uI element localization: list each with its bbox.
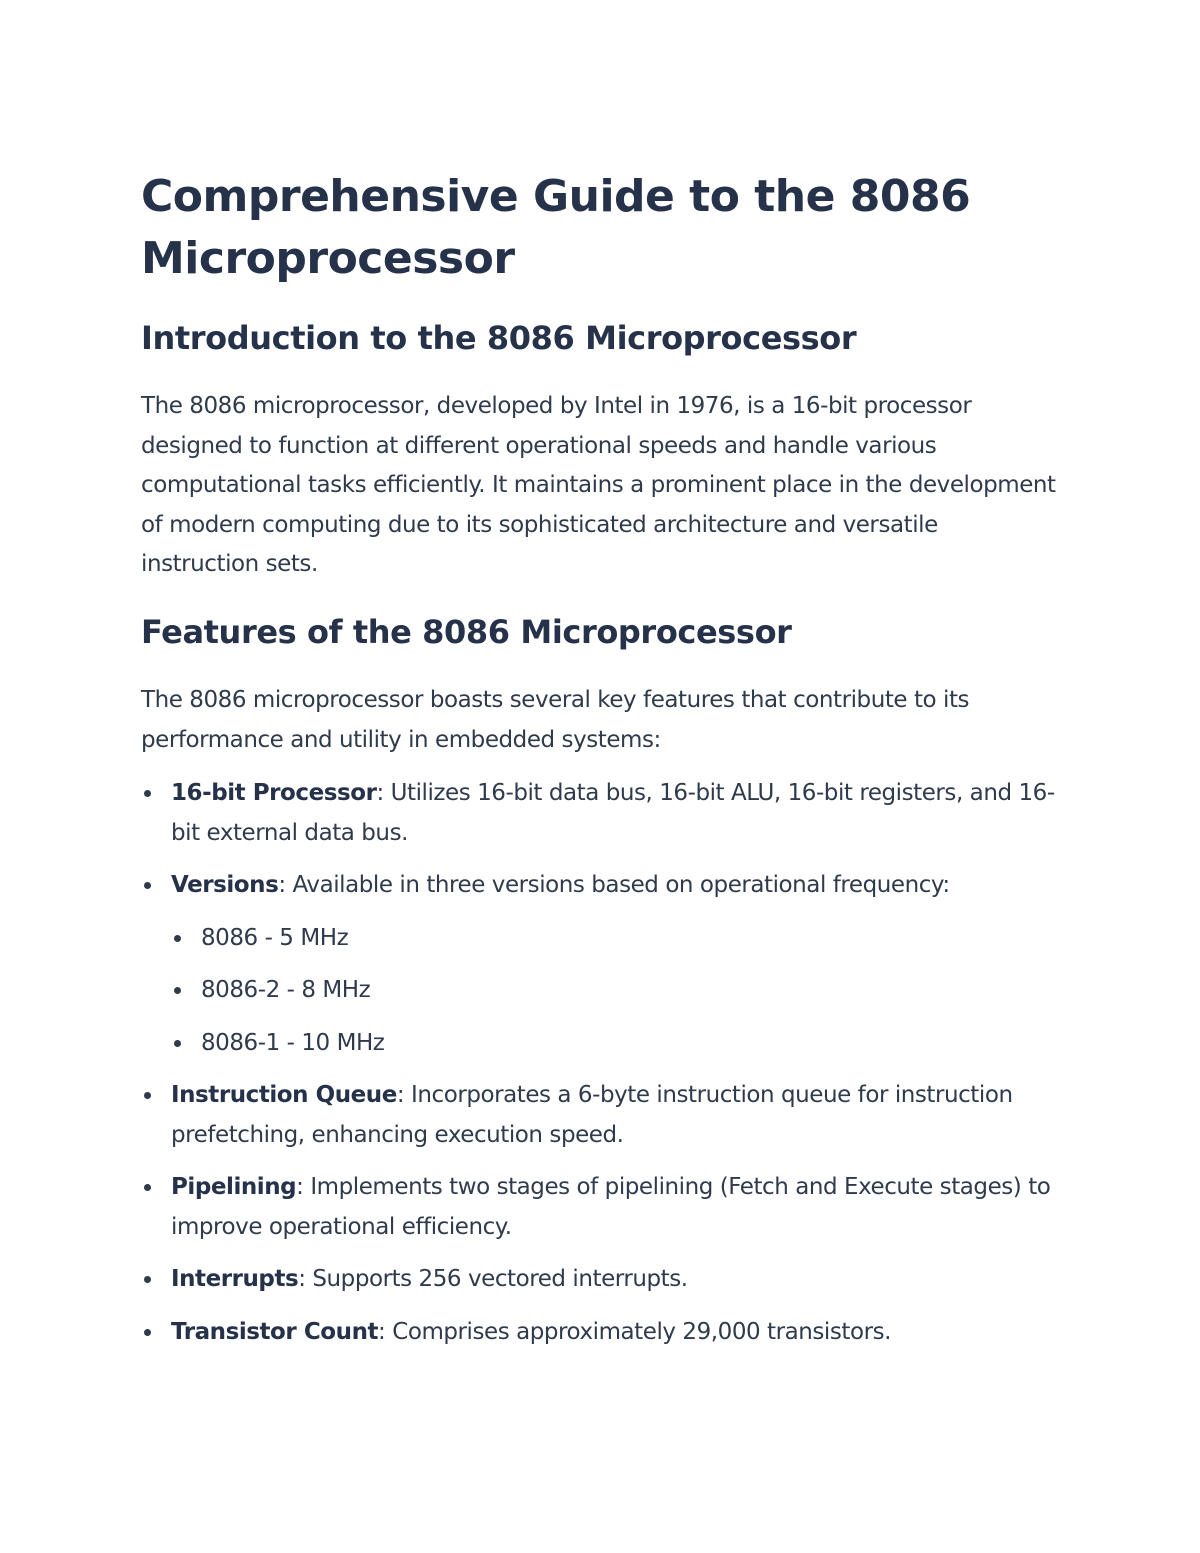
- feature-term: Versions: [171, 872, 279, 898]
- feature-term: Instruction Queue: [171, 1082, 397, 1108]
- bullet-icon: [144, 1184, 151, 1191]
- bullet-icon: [174, 1040, 181, 1047]
- page-title: Comprehensive Guide to the 8086 Microprocessor: [141, 171, 971, 284]
- intro-paragraph: The 8086 microprocessor, developed by Intel in 1976, is a 16-bit processor designed to function at different operational speeds and handle various computational tasks efficiently. It maintains a prominent place in the development of modern computing due to its sophisticated architecture and versatile instruction sets.: [141, 393, 1056, 577]
- feature-text: : Supports 256 vectored interrupts.: [298, 1266, 688, 1292]
- feature-term: Transistor Count: [171, 1318, 379, 1345]
- features-list: [141, 774, 1061, 1365]
- feature-item-versions: [141, 866, 1061, 1063]
- bullet-icon: [174, 935, 181, 942]
- bullet-icon: [144, 790, 151, 797]
- features-heading: Features of the 8086 Microprocessor: [141, 613, 792, 651]
- feature-term: Interrupts: [171, 1266, 299, 1292]
- versions-sublist: [171, 919, 1061, 1064]
- feature-item-pipelining: [141, 1168, 1061, 1247]
- version-item: 8086 - 5 MHz: [171, 919, 1061, 959]
- version-item: 8086-1 - 10 MHz: [171, 1024, 1061, 1064]
- feature-term: Pipelining: [171, 1174, 297, 1200]
- feature-text: : Utilizes 16-bit data bus, 16-bit ALU, 16-bit registers, and 16-bit external data bus.: [171, 780, 1055, 846]
- feature-term: 16-bit Processor: [171, 780, 377, 806]
- features-paragraph: The 8086 microprocessor boasts several key features that contribute to its performance and utility in embedded systems:: [141, 687, 970, 753]
- bullet-icon: [144, 882, 151, 889]
- bullet-icon: [144, 1329, 151, 1336]
- feature-text: : Implements two stages of pipelining (Fetch and Execute stages) to improve operational efficiency.: [171, 1174, 1051, 1240]
- version-item: 8086-2 - 8 MHz: [171, 971, 1061, 1011]
- bullet-icon: [144, 1276, 151, 1283]
- feature-item-transistor-count: [141, 1313, 1061, 1353]
- feature-text: : Available in three versions based on operational frequency:: [278, 872, 950, 898]
- feature-item-interrupts: [141, 1260, 1061, 1300]
- feature-item-instruction-queue: [141, 1076, 1061, 1155]
- feature-item-16bit: [141, 774, 1061, 853]
- bullet-icon: [144, 1092, 151, 1099]
- intro-heading: Introduction to the 8086 Microprocessor: [141, 319, 857, 357]
- feature-text: : Incorporates a 6-byte instruction queue for instruction prefetching, enhancing execution speed.: [171, 1082, 1013, 1148]
- feature-text: : Comprises approximately 29,000 transistors.: [378, 1318, 891, 1345]
- bullet-icon: [174, 987, 181, 994]
